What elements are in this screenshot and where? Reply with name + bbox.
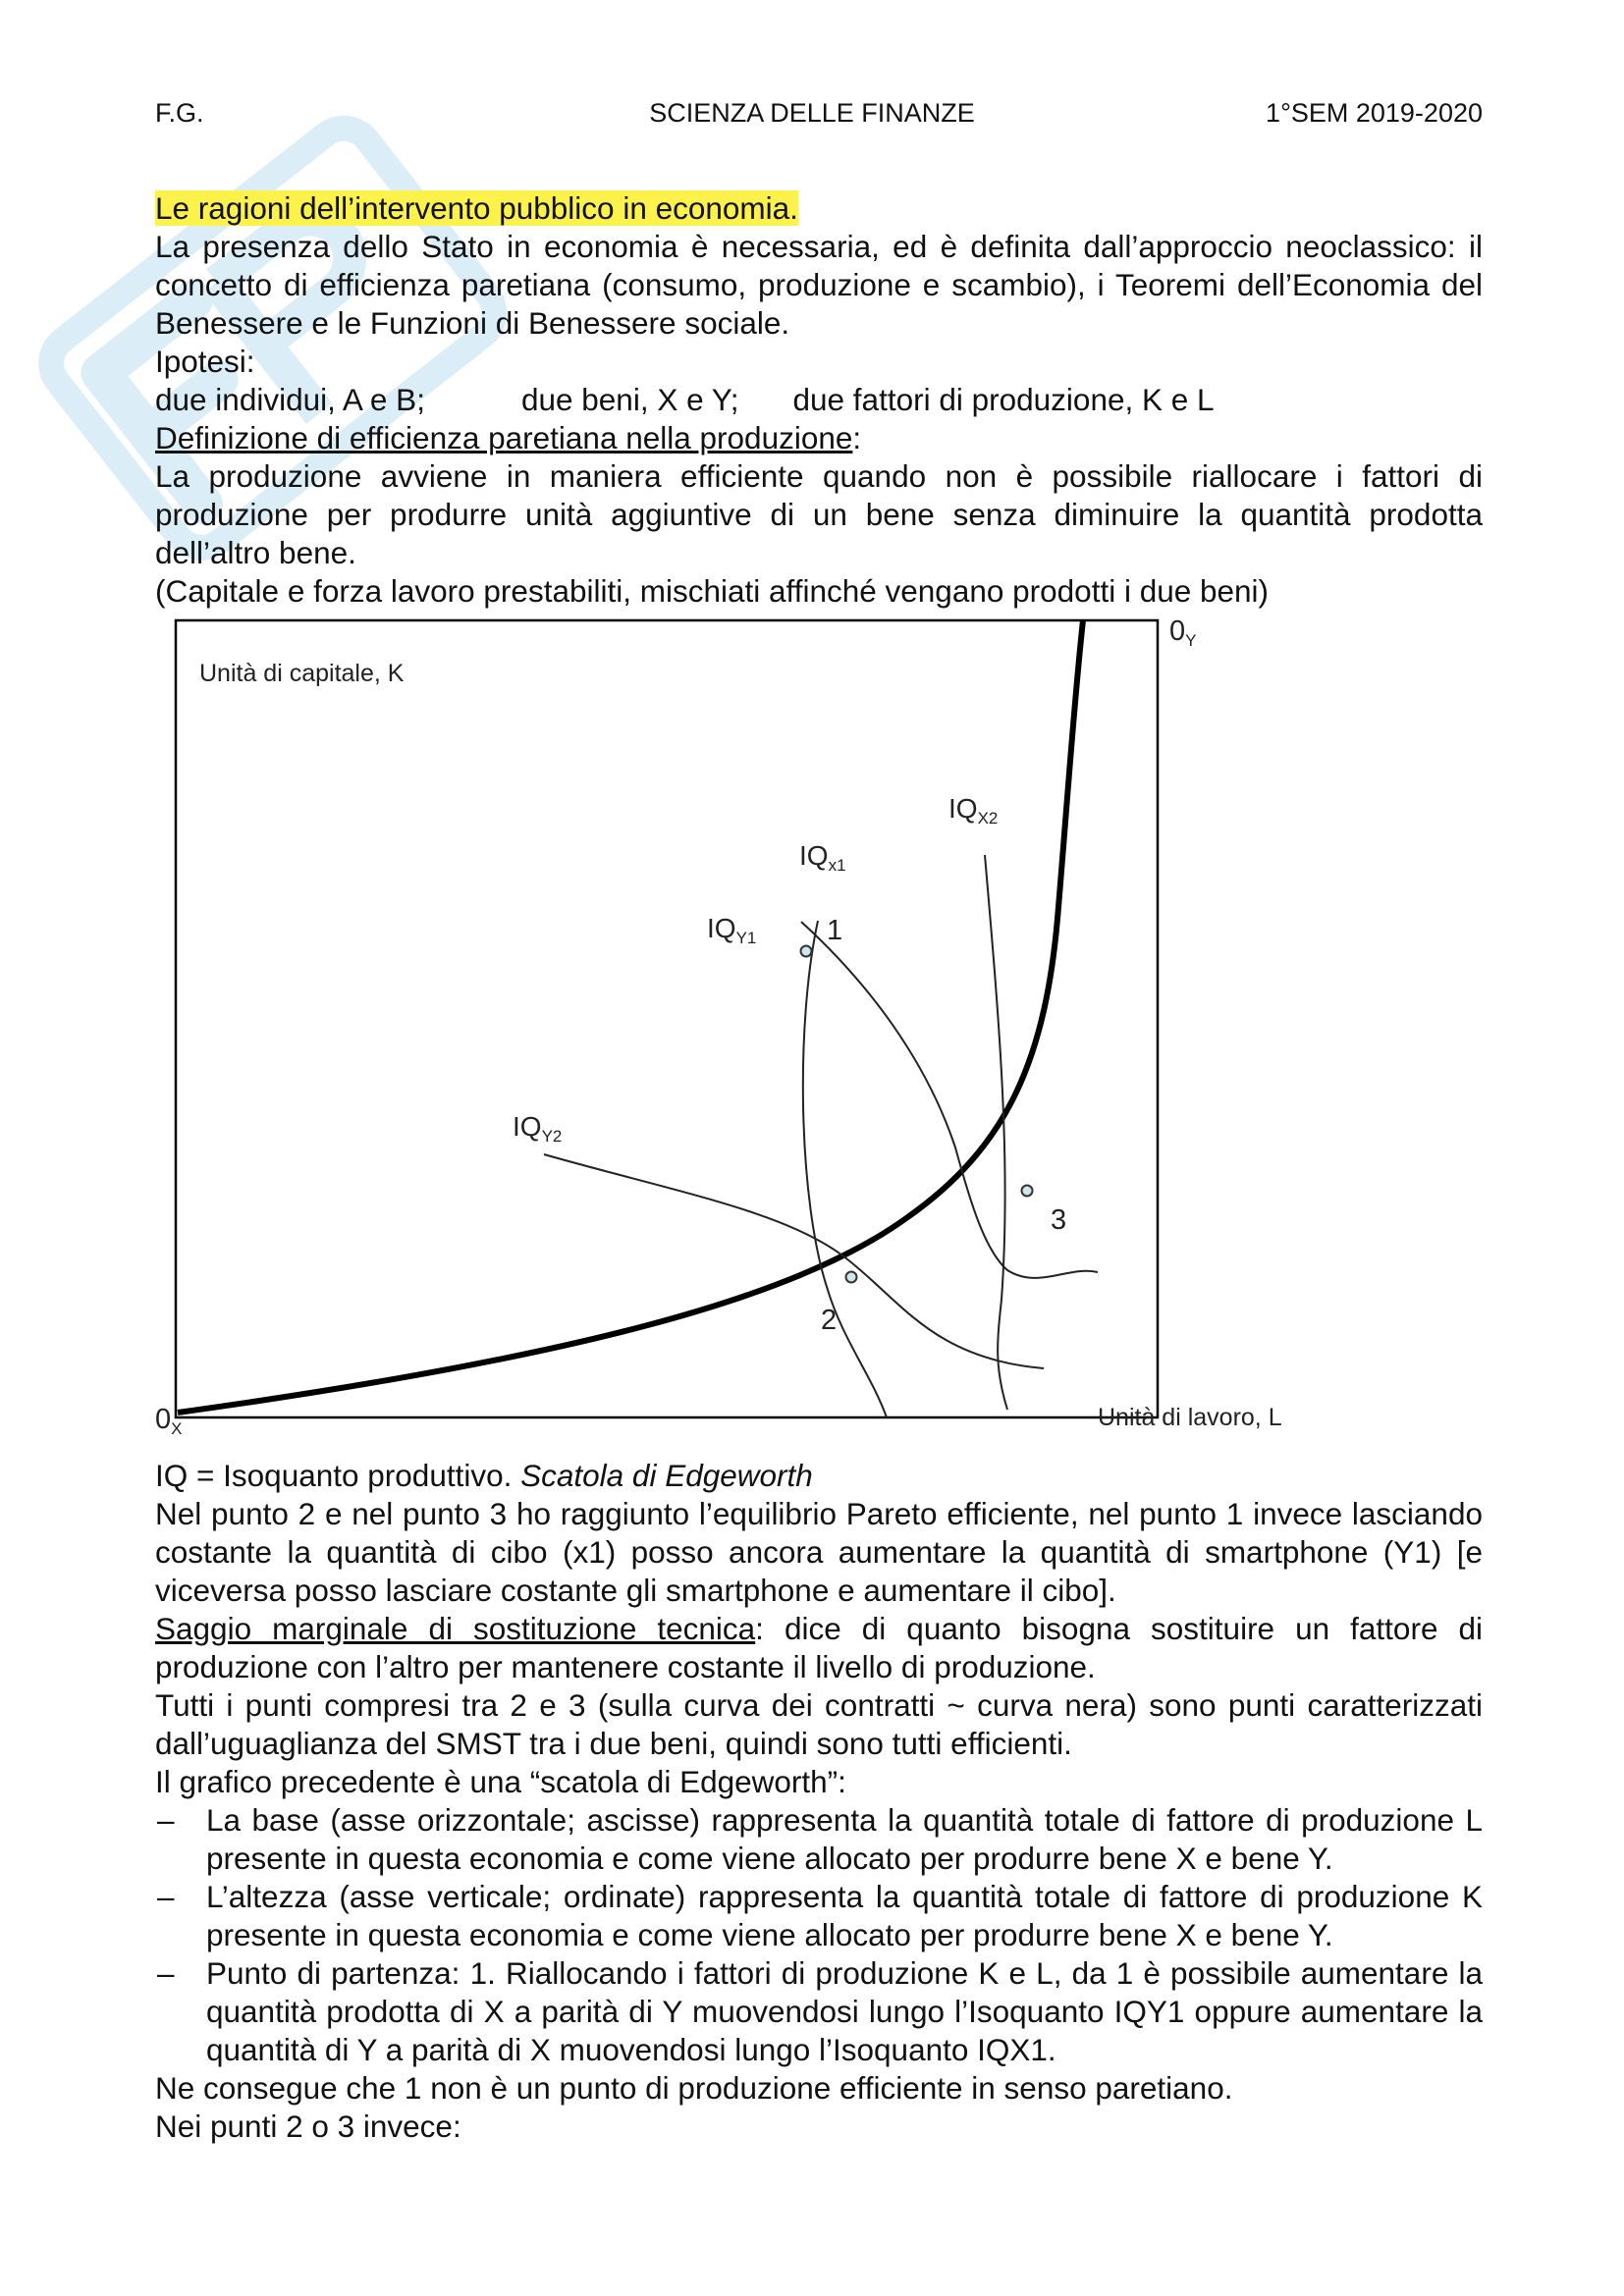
note-paragraph: (Capitale e forza lavoro prestabiliti, mischiati affinché vengano prodotti i due beni) bbox=[155, 573, 1270, 609]
list-item: – La base (asse orizzontale; ascisse) rappresenta la quantità totale di fattore di produzione L presente in questa economia e come viene allocato per produrre bene X e bene Y. bbox=[155, 1801, 1483, 1878]
hypothesis-goods: due beni, X e Y; bbox=[520, 382, 739, 417]
iq-x2-label: $IQ_{X2}$ bbox=[948, 793, 999, 828]
point-3-label: 3 bbox=[1051, 1204, 1067, 1236]
header-author: F.G. bbox=[155, 98, 204, 128]
edgeworth-box-diagram bbox=[155, 613, 1483, 1457]
smst-text: : dice di quanto bisogna sostituire un fattore di produzione con l’altro per mantenere costante il livello di produzione. bbox=[155, 1611, 1483, 1684]
header-course: SCIENZA DELLE FINANZE bbox=[649, 98, 975, 128]
explanation-list bbox=[155, 1801, 1483, 2069]
iq-y1-label: $IQ_{Y1}$ bbox=[707, 913, 757, 947]
definition-title: Definizione di efficienza paretiana nella produzione bbox=[155, 420, 853, 455]
paragraph-contract-curve: Tutti i punti compresi tra 2 e 3 (sulla curva dei contratti ~ curva nera) sono punti caratterizzati dall’uguaglianza del SMST tra i due beni, quindi sono tutti efficienti. bbox=[155, 1687, 1483, 1761]
figure-caption: IQ = Isoquanto produttivo. Scatola di Edgeworth bbox=[155, 1458, 813, 1493]
edgeworth-box-frame bbox=[176, 620, 1158, 1417]
definition-heading bbox=[155, 419, 1483, 457]
intro-paragraph: La presenza dello Stato in economia è necessaria, ed è definita dall’approccio neoclassico: il concetto di efficienza paretiana (consumo, produzione e scambio), i Teoremi dell’Economia del Benessere e le Funzioni di Benessere sociale. bbox=[155, 229, 1483, 341]
section-title-line bbox=[155, 189, 1483, 228]
edgeworth-box-figure bbox=[155, 613, 1483, 1457]
point-2-label: 2 bbox=[821, 1305, 838, 1336]
point-2-marker bbox=[846, 1272, 857, 1283]
header-semester: 1°SEM 2019-2020 bbox=[1266, 98, 1483, 128]
iq-x1-label: $IQ_{x1}$ bbox=[799, 840, 846, 875]
section-title: Le ragioni dell’intervento pubblico in economia. bbox=[155, 190, 798, 226]
definition-colon: : bbox=[852, 420, 862, 455]
definition-paragraph: La produzione avviene in maniera efficiente quando non è possibile riallocare i fattori di produzione per produrre unità aggiuntive di un bene senza diminuire la quantità prodotta dell’altro bene. bbox=[155, 458, 1483, 570]
hypotheses-line bbox=[155, 381, 1483, 419]
origin-x-label: $0_X$ bbox=[155, 1404, 183, 1438]
caption-italic: Scatola di Edgeworth bbox=[520, 1458, 813, 1493]
list-item: – Punto di partenza: 1. Riallocando i fattori di produzione K e L, da 1 è possibile aumentare la quantità prodotta di X a parità di Y muovendosi lungo l’Isoquanto IQY1 oppure aumentare la quantità di Y a parità di X muovendosi lungo l’Isoquanto IQX1. bbox=[155, 1954, 1483, 2069]
y-axis-label: Unità di capitale, K bbox=[199, 660, 405, 687]
paragraph-points-2-3: Nei punti 2 o 3 invece: bbox=[155, 2109, 461, 2144]
hypotheses-label: Ipotesi: bbox=[155, 344, 255, 379]
paragraph-smst bbox=[155, 1610, 1483, 1686]
page-header bbox=[0, 98, 1624, 137]
contract-curve bbox=[178, 620, 1083, 1413]
point-3-marker bbox=[1022, 1186, 1033, 1197]
paragraph-conclusion: Ne consegue che 1 non è un punto di produzione efficiente in senso paretiano. bbox=[155, 2070, 1233, 2106]
x-axis-label: Unità di lavoro, L bbox=[1098, 1404, 1282, 1431]
point-1-label: 1 bbox=[827, 915, 843, 946]
paragraph-edgeworth-intro: Il grafico precedente è una “scatola di Edgeworth”: bbox=[155, 1764, 846, 1799]
iq-y2-label: $IQ_{Y2}$ bbox=[513, 1111, 563, 1146]
document-body bbox=[155, 189, 1483, 2146]
isoquant-x1-curve bbox=[803, 921, 887, 1417]
paragraph-equilibrium: Nel punto 2 e nel punto 3 ho raggiunto l’equilibrio Pareto efficiente, nel punto 1 invece lasciando costante la quantità di cibo (x1) posso ancora aumentare la quantità di smartphone (Y1) [e viceversa posso lasciare costante gli smartphone e aumentare il cibo]. bbox=[155, 1496, 1483, 1608]
smst-title: Saggio marginale di sostituzione tecnica bbox=[155, 1611, 756, 1646]
hypothesis-factors: due fattori di produzione, K e L bbox=[792, 382, 1215, 417]
hypothesis-individuals: due individui, A e B; bbox=[155, 382, 425, 417]
list-item: – L’altezza (asse verticale; ordinate) rappresenta la quantità totale di fattore di produzione K presente in questa economia e come viene allocato per produrre bene X e bene Y. bbox=[155, 1878, 1483, 1954]
isoquant-y2-curve bbox=[544, 1154, 1044, 1368]
point-1-marker bbox=[801, 946, 812, 957]
origin-y-label: $0_Y$ bbox=[1169, 615, 1197, 650]
